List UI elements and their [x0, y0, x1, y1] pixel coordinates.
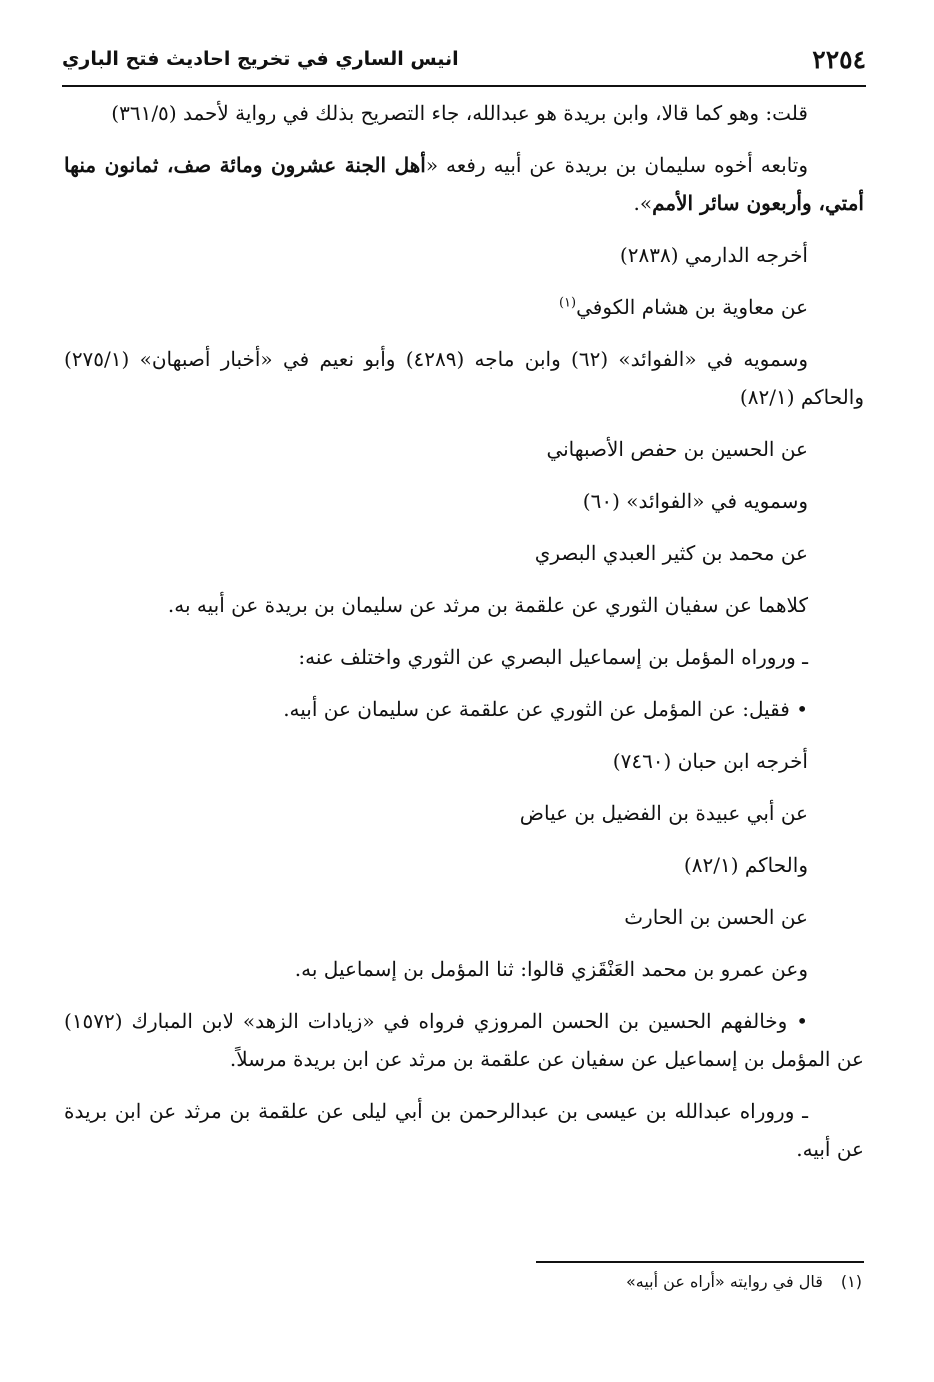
paragraph: كلاهما عن سفيان الثوري عن علقمة بن مرثد عن سليمان بن بريدة عن أبيه به.	[167, 593, 808, 617]
footnote-rule	[536, 1261, 864, 1263]
paragraph: وتابعه أخوه سليمان بن بريدة عن أبيه رفعه «أهل الجنة عشرون ومائة صف، ثمانون منها أمتي، وأربعون سائر الأمم».	[64, 153, 864, 215]
footnote-text: قال في روايته «أراه عن أبيه»	[625, 1272, 823, 1291]
paragraph: ـ وروراه عبدالله بن عيسى بن عبدالرحمن بن أبي ليلى عن علقمة بن مرثد عن ابن بريدة عن أبيه.	[64, 1099, 864, 1161]
header-rule	[62, 85, 866, 87]
footnote-number: (١)	[840, 1272, 862, 1291]
page-header	[62, 36, 866, 82]
paragraph: أخرجه الدارمي (٢٨٣٨)	[619, 243, 808, 267]
paragraph: والحاكم (٨٢/١)	[683, 853, 808, 877]
page-number: ٢٢٥٤	[812, 44, 866, 74]
paragraph: • وخالفهم الحسين بن الحسن المروزي فرواه في «زيادات الزهد» لابن المبارك (١٥٧٢) عن المؤمل بن إسماعيل عن سفيان عن علقمة بن مرثد عن ابن بريدة مرسلاً.	[64, 1009, 864, 1071]
paragraph: أخرجه ابن حبان (٧٤٦٠)	[612, 749, 808, 773]
paragraph: عن أبي عبيدة بن الفضيل بن عياض	[519, 801, 808, 825]
footnote-marker: (١)	[558, 295, 577, 311]
paragraph: عن محمد بن كثير العبدي البصري	[534, 541, 808, 565]
paragraph: وسمويه في «الفوائد» (٦٠)	[582, 489, 808, 513]
paragraph: • فقيل: عن المؤمل عن الثوري عن علقمة عن سليمان عن أبيه.	[283, 697, 808, 721]
paragraph: وعن عمرو بن محمد العَنْقَزي قالوا: ثنا المؤمل بن إسماعيل به.	[294, 957, 808, 981]
paragraph: قلت: وهو كما قالا، وابن بريدة هو عبدالله، جاء التصريح بذلك في رواية لأحمد (٣٦١/٥)	[111, 101, 808, 125]
paragraph: عن الحسن بن الحارث	[624, 905, 808, 929]
hadith-text: أهل الجنة عشرون ومائة صف، ثمانون منها أمتي، وأربعون سائر الأمم	[64, 153, 864, 215]
main-text	[64, 94, 864, 1182]
footnote	[300, 1272, 862, 1291]
paragraph: عن معاوية بن هشام الكوفي$^{(١)}$	[558, 295, 808, 319]
running-title: انيس الساري في تخريج احاديث فتح الباري	[62, 48, 459, 70]
paragraph: عن الحسين بن حفص الأصبهاني	[546, 437, 808, 461]
paragraph: ـ وروراه المؤمل بن إسماعيل البصري عن الثوري واختلف عنه:	[298, 645, 808, 669]
paragraph: وسمويه في «الفوائد» (٦٢) وابن ماجه (٤٢٨٩) وأبو نعيم في «أخبار أصبهان» (٢٧٥/١) والحاكم (٨٢/١)	[64, 347, 864, 409]
